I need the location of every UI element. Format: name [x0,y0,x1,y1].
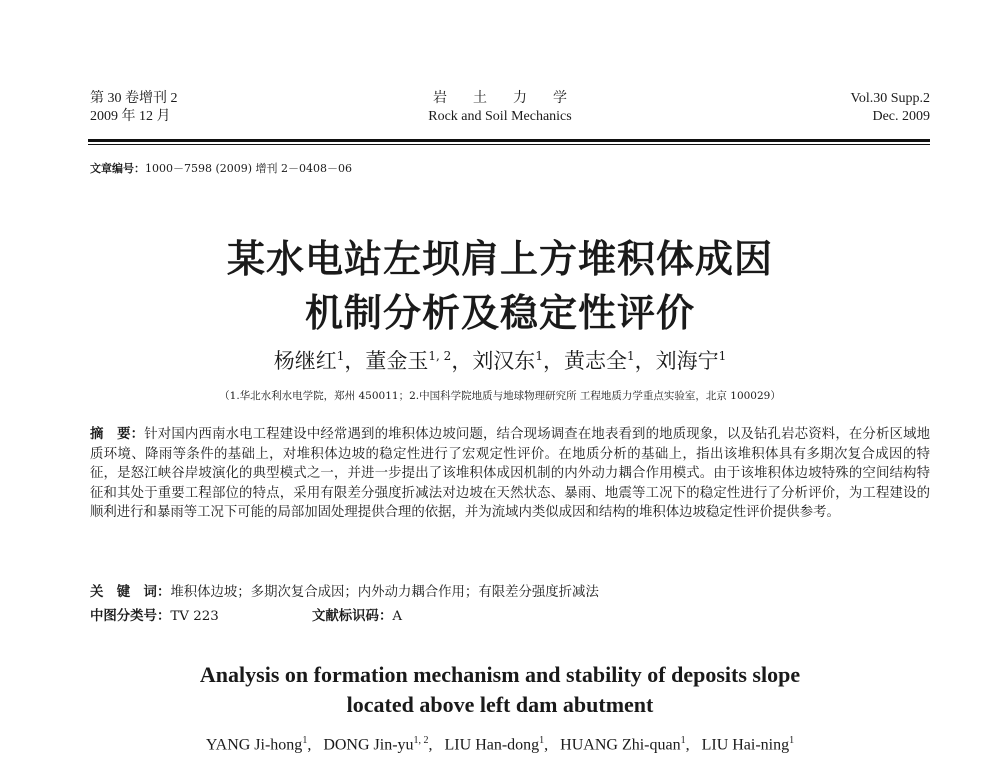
author-name: 刘汉东 [472,349,536,373]
article-number-label: 文章编号： [90,162,145,175]
author-affiliation-mark: 1 [539,735,545,746]
journal-name-cn: 岩土力学 [433,91,593,106]
author-separator: , [428,736,445,754]
article-number-value: 1000－7598 (2009) 增刊 2－0408－06 [145,162,353,175]
author-name: 刘海宁 [655,349,719,373]
author-name: YANG Ji-hong [205,736,303,754]
title-en [0,660,1000,720]
abstract-label: 摘 要： [90,427,145,442]
author-separator: ， [451,349,473,373]
author-separator: , [307,736,324,754]
author-name: LIU Han-dong [444,736,540,754]
affiliation-cn: （1.华北水利水电学院，郑州 450011；2.中国科学院地质与地球物理研究所 工程地质力学重点实验室，北京 100029） [219,390,781,402]
document-code [312,605,402,624]
keywords-text: 堆积体边坡；多期次复合成因；内外动力耦合作用；有限差分强度折减法 [170,585,599,600]
author-affiliation-mark: 1 [302,735,308,746]
author-separator: ， [634,349,656,373]
author-affiliation-mark: 1 [336,349,345,363]
author-affiliation-mark: 1 [718,349,727,363]
title-en-line1: Analysis on formation mechanism and stability of deposits slope [199,662,801,687]
title-cn-line2: 机制分析及稳定性评价 [304,291,695,335]
author-name: HUANG Zhi-quan [560,736,681,754]
keywords-label: 关 键 词： [90,585,171,600]
header-date-en: Dec. 2009 [872,109,930,124]
clc-value: TV 223 [170,609,219,624]
header-rule-thin [88,144,930,145]
abstract-text: 针对国内西南水电工程建设中经常遇到的堆积体边坡问题，结合现场调查在地表看到的地质现象，以及钻孔岩芯资料，在分析区域地质环境、降雨等条件的基础上，对堆积体边坡的稳定性进行了宏观定性评价。在地质分析的基础上，指出该堆积体具有多期次复合成因的特征，是怒江峡谷岸坡演化的典型模式之一，并进一步提出了该堆积体成因机制的内外动力耦合作用模式。由于该堆积体边坡特殊的空间结构特征和其处于重要工程部位的特点，采用有限差分强度折减法对边坡在天然状态、暴雨、地震等工况下的稳定性进行了分析评价，为工程建设的顺利进行和暴雨等工况下可能的局部加固处理提供合理的依据，并为流域内类似成因和结构的堆积体边坡稳定性评价提供参考。 [90,427,931,520]
authors-cn [0,345,1000,375]
title-en-line2: located above left dam abutment [346,692,654,717]
author-name: LIU Hai-ning [701,736,790,754]
header-date-cn: 2009 年 12 月 [90,109,171,124]
author-separator: ， [542,349,564,373]
author-name: 董金玉 [365,349,429,373]
author-affiliation-mark: 1 [680,735,686,746]
doc-code-label: 文献标识码： [312,609,393,624]
title-cn [0,232,1000,340]
author-separator: ， [344,349,366,373]
author-affiliation-mark: 1, 2 [413,735,429,746]
author-affiliation-mark: 1 [535,349,543,363]
header-issue-info [851,90,930,126]
author-separator: , [544,736,561,754]
keywords [90,581,599,600]
header-volume: 第 30 卷增刊 2 [90,91,178,106]
article-number [90,160,352,176]
header-vol-supp: Vol.30 Supp.2 [850,91,930,106]
author-affiliation-mark: 1 [789,735,795,746]
title-cn-line1: 某水电站左坝肩上方堆积体成因 [226,237,773,281]
header-rule-thick [88,139,930,142]
authors-en [0,735,1000,754]
author-affiliation-mark: 1 [626,349,635,363]
author-name: DONG Jin-yu [323,736,414,754]
journal-name-en: Rock and Soil Mechanics [428,109,572,124]
author-name: 杨继红 [273,349,337,373]
clc-number [90,605,219,624]
author-affiliation-mark: 1, 2 [428,349,452,363]
clc-label: 中图分类号： [90,609,171,624]
doc-code-value: A [392,609,403,624]
author-name: 黄志全 [563,349,627,373]
abstract [90,425,930,523]
author-separator: , [685,736,702,754]
